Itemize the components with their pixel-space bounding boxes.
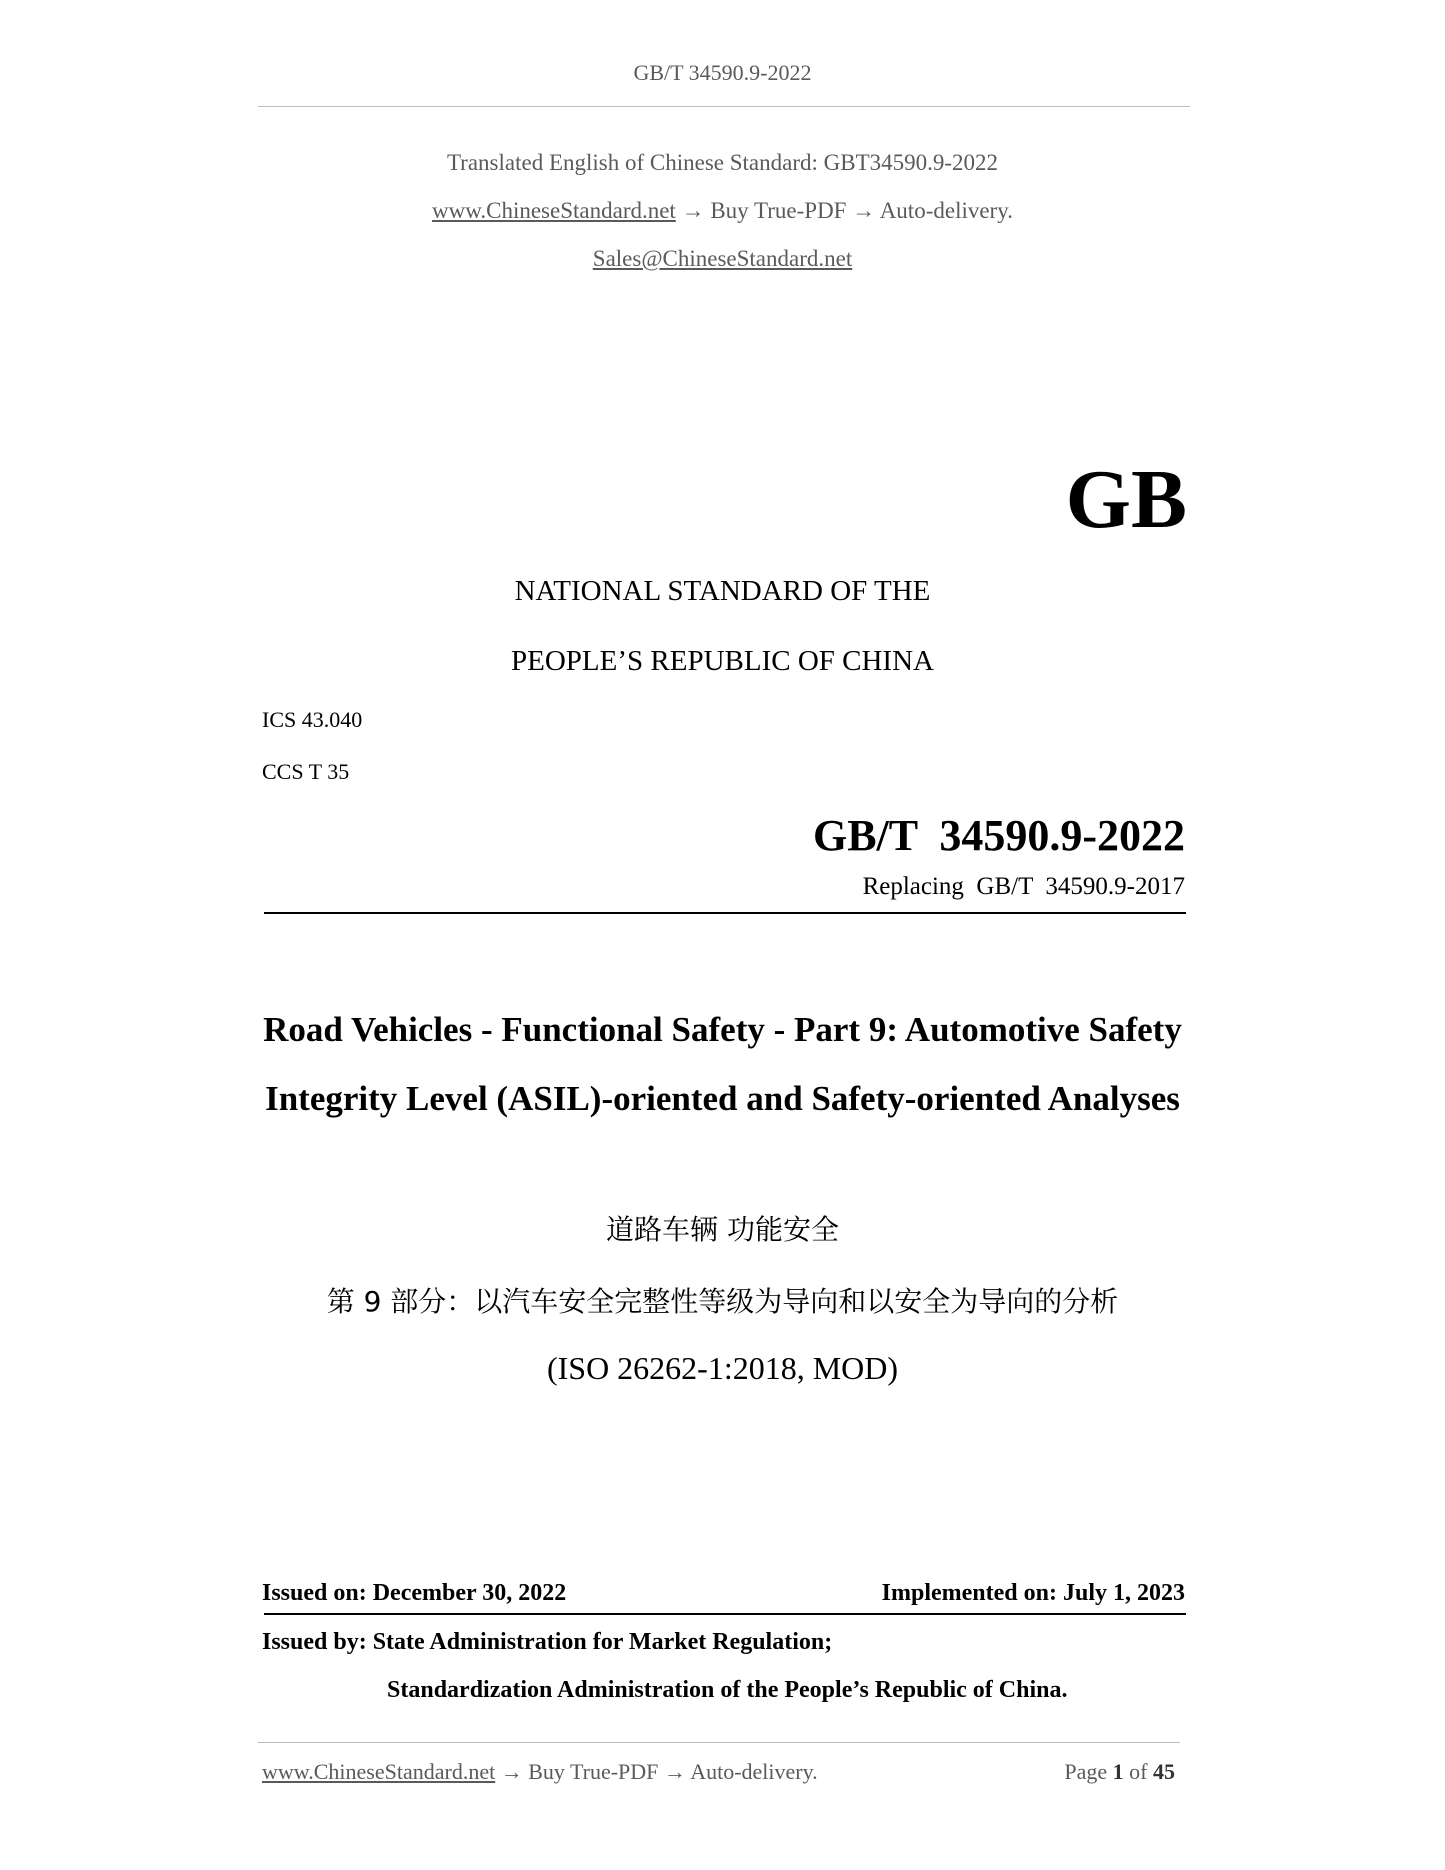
header-divider xyxy=(258,106,1190,107)
national-standard-line2: PEOPLE’S REPUBLIC OF CHINA xyxy=(511,645,934,677)
promo-buy-line xyxy=(0,198,1445,224)
buy-text: → Buy True-PDF → Auto-delivery. xyxy=(681,198,1013,223)
issued-by-continued: Standardization Administration of the People’s Republic of China. xyxy=(387,1677,1068,1703)
footer-promo xyxy=(262,1759,818,1785)
running-header: GB/T 34590.9-2022 xyxy=(633,60,812,85)
page-total: 45 xyxy=(1153,1759,1175,1784)
replacing-note: Replacing GB/T 34590.9-2017 xyxy=(862,873,1185,900)
page-of: of xyxy=(1129,1759,1148,1784)
promo-line: Translated English of Chinese Standard: GBT34590.9-2022 xyxy=(446,150,999,175)
national-standard-line1: NATIONAL STANDARD OF THE xyxy=(514,575,931,607)
title-cn-line1: 道路车辆 功能安全 xyxy=(606,1213,839,1246)
footer-buy-text: → Buy True-PDF → Auto-delivery. xyxy=(500,1759,818,1784)
standard-number: GB/T 34590.9-2022 xyxy=(812,811,1185,860)
issued-on: Issued on: December 30, 2022 xyxy=(262,1580,567,1606)
footer-site-link[interactable]: www.ChineseStandard.net xyxy=(262,1759,496,1784)
ics-code: ICS 43.040 xyxy=(262,707,363,732)
iso-reference: (ISO 26262-1:2018, MOD) xyxy=(546,1350,899,1386)
title-cn-line2: 第 9 部分：以汽车安全完整性等级为导向和以安全为导向的分析 xyxy=(326,1285,1119,1318)
issuance-divider xyxy=(264,1613,1186,1615)
promo-email-line xyxy=(0,246,1445,272)
page-indicator xyxy=(1064,1759,1175,1785)
site-link[interactable]: www.ChineseStandard.net xyxy=(432,198,676,223)
footer-divider xyxy=(258,1742,1180,1743)
issued-by: Issued by: State Administration for Market Regulation; xyxy=(262,1629,833,1655)
implemented-on: Implemented on: July 1, 2023 xyxy=(881,1580,1185,1606)
number-divider xyxy=(264,912,1186,914)
email-link[interactable]: Sales@ChineseStandard.net xyxy=(592,246,853,271)
ccs-code: CCS T 35 xyxy=(262,759,350,784)
gb-mark: GB xyxy=(1065,453,1187,546)
page-current: 1 xyxy=(1112,1759,1124,1784)
page-label: Page xyxy=(1064,1759,1108,1784)
title-en: Road Vehicles - Functional Safety - Part 9: Automotive Safety Integrity Level (ASIL)-oriented and Safety-oriented Analyses xyxy=(263,1010,1182,1118)
